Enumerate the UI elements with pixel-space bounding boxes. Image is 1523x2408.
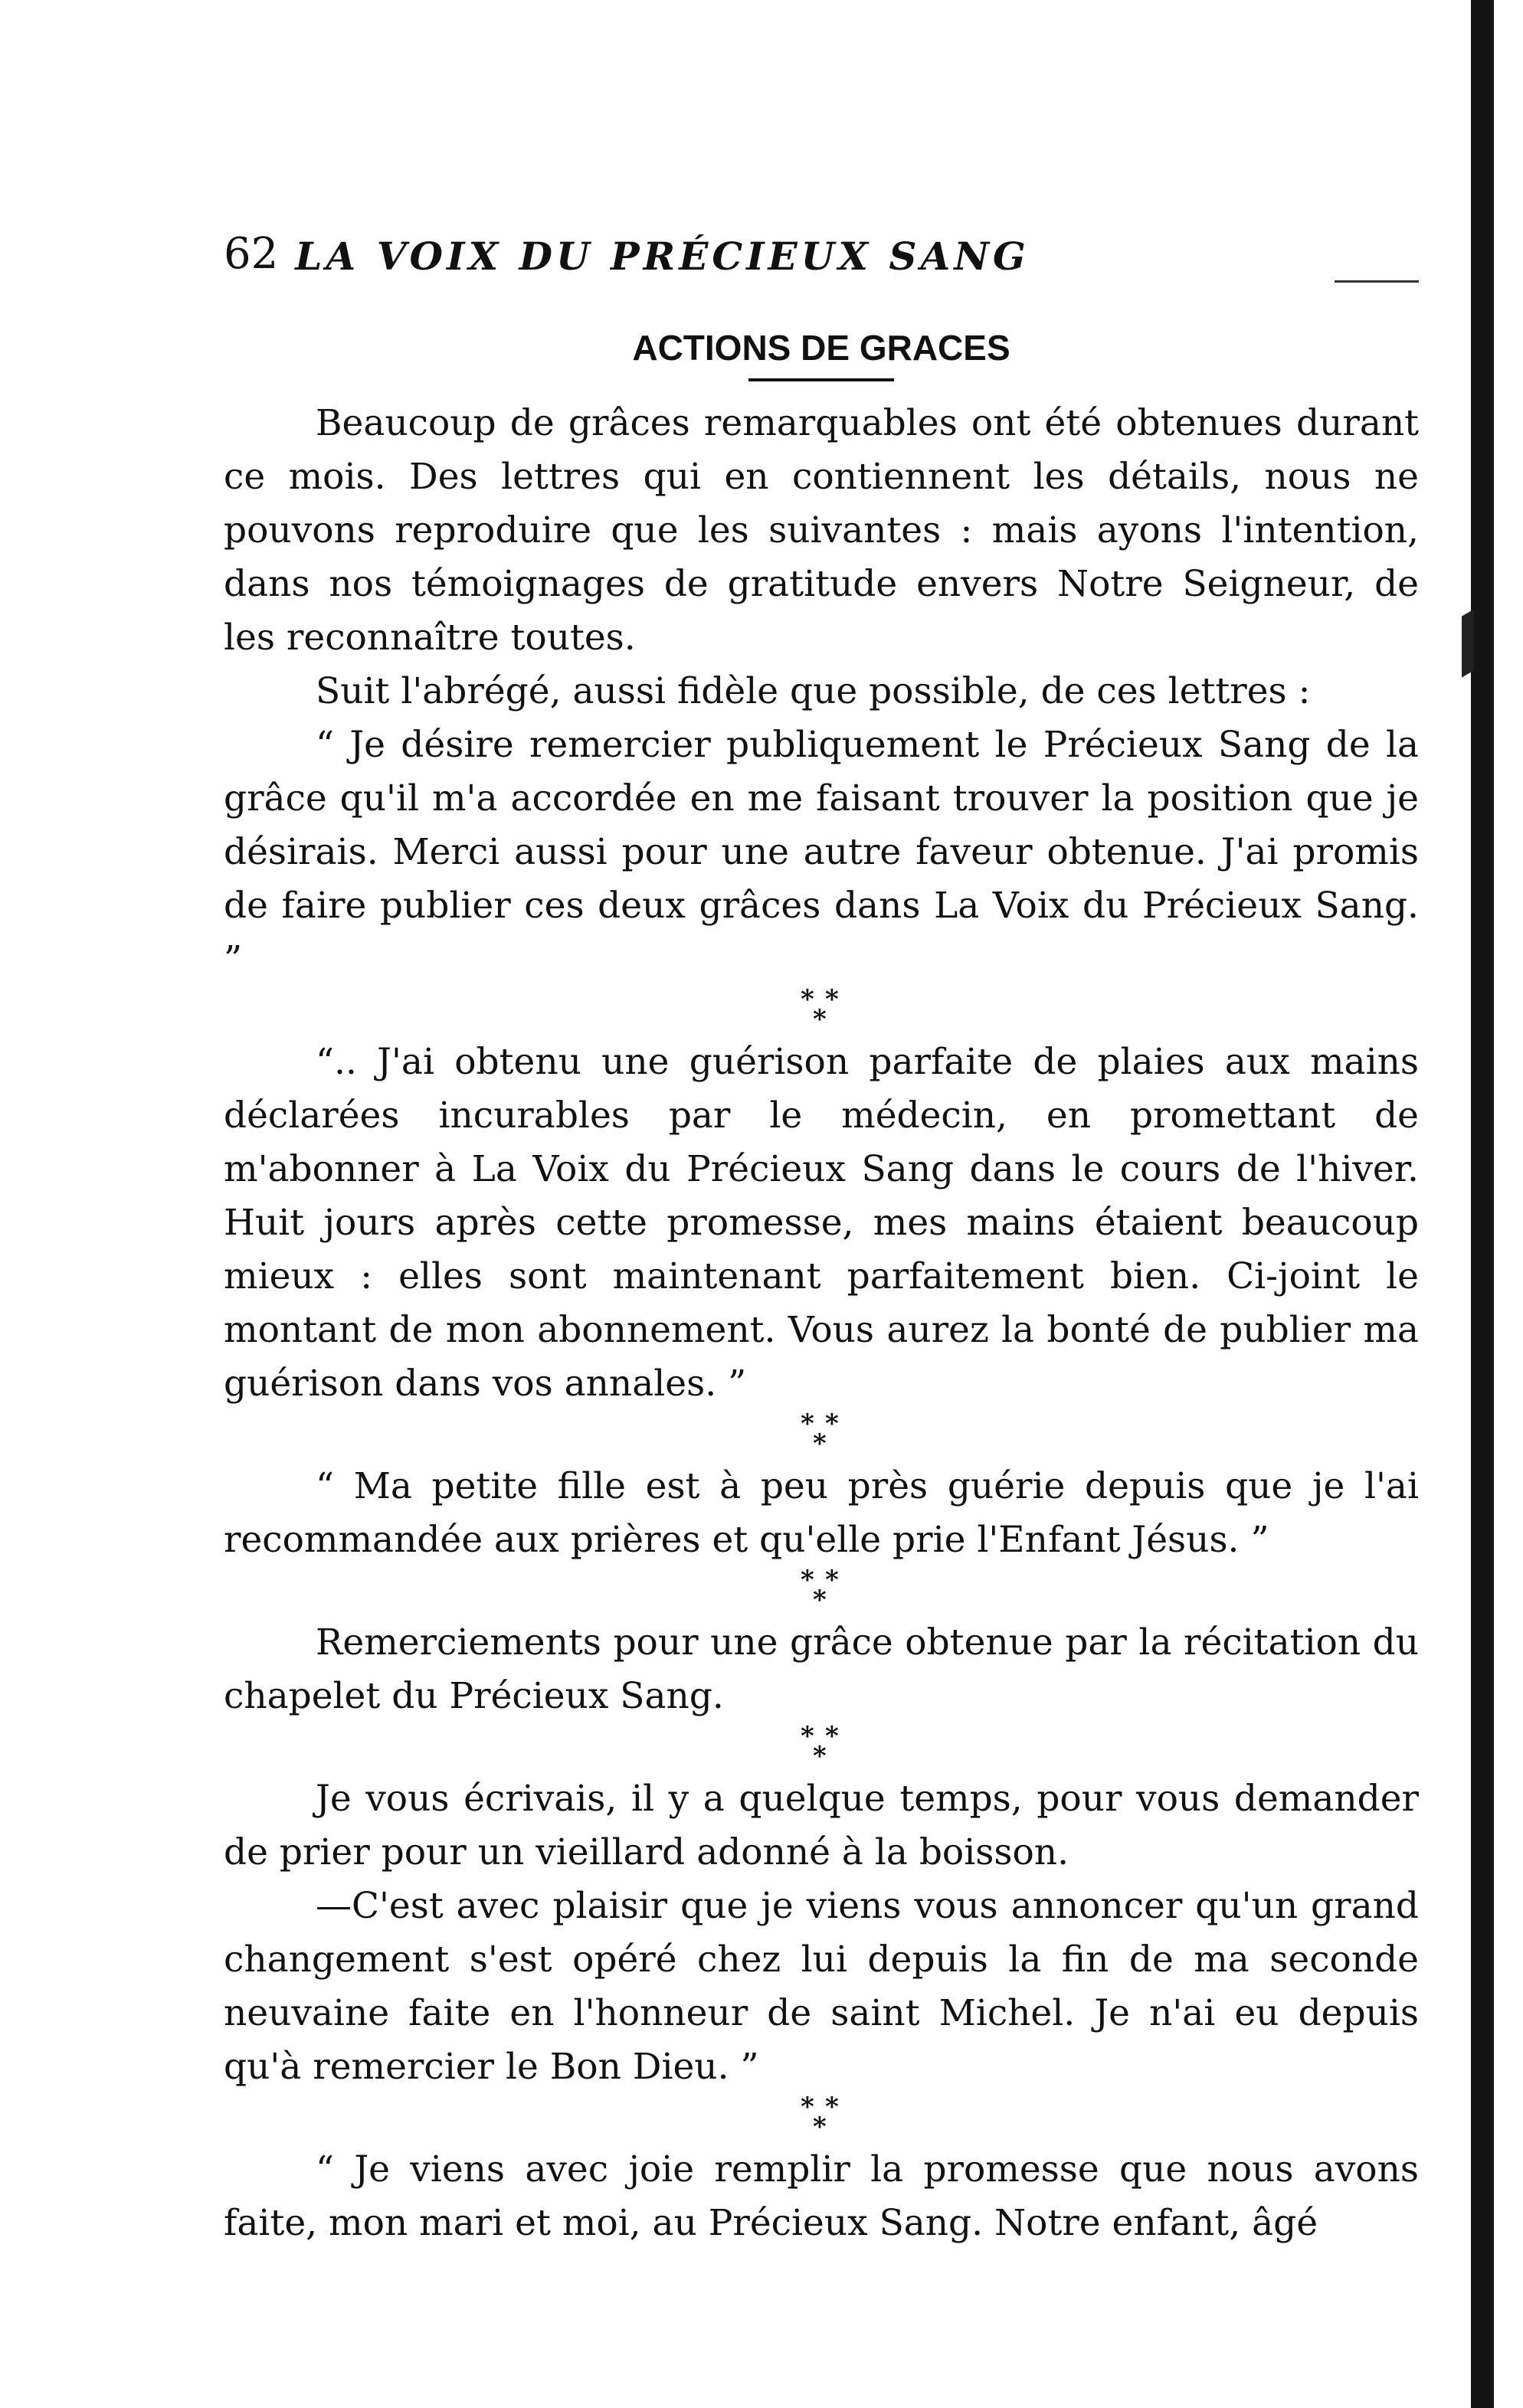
asterism-3: * * * xyxy=(801,1564,839,1615)
paragraph-summary: Suit l'abrégé, aussi fidèle que possible, de ces lettres : xyxy=(316,669,1311,712)
title-rule xyxy=(748,378,894,381)
paragraph-intro: Beaucoup de grâces remarquables ont été obtenues durant ce mois. Des lettres qui en contiennent les détails, nous ne pouvons reproduire que les suivantes : mais ayons l'intention, dans nos témoignages de gratitude envers Notre Seigneur, de les reconnaître toutes. xyxy=(224,401,1419,659)
running-title: LA VOIX DU PRÉCIEUX SANG xyxy=(295,234,1030,276)
letter-3: “ Ma petite fille est à peu près guérie depuis que je l'ai recommandée aux prières et qu'elle prie l'Enfant Jésus. ” xyxy=(224,1464,1419,1561)
header-rule xyxy=(1335,280,1419,283)
book-page xyxy=(224,191,1419,2382)
page-header xyxy=(224,191,1419,276)
scan-edge-bar xyxy=(1471,0,1494,2408)
section-title: ACTIONS DE GRACES xyxy=(632,328,1010,368)
letter-2: “.. J'ai obtenu une guérison parfaite de plaies aux mains déclarées incurables par le médecin, en promettant de m'abonner à La Voix du Précieux Sang dans le cours de l'hiver. Huit jours après cette promesse, mes mains étaient beaucoup mieux : elles sont maintenant parfaitement bien. Ci-joint le montant de mon abonnement. Vous aurez la bonté de publier ma guérison dans vos annales. ” xyxy=(224,1040,1419,1405)
letter-5-part-1: Je vous écrivais, il y a quelque temps, pour vous demander de prier pour un vieillard adonné à la boisson. xyxy=(224,1777,1419,1873)
page-number: 62 xyxy=(224,229,279,276)
letter-4: Remerciements pour une grâce obtenue par la récitation du chapelet du Précieux Sang. xyxy=(224,1621,1419,1717)
asterism-2: * * * xyxy=(801,1408,839,1459)
asterism-1: * * * xyxy=(801,983,839,1035)
letter-5-part-2: —C'est avec plaisir que je viens vous annoncer qu'un grand changement s'est opéré chez lui depuis la fin de ma seconde neuvaine faite en l'honneur de saint Michel. Je n'ai eu depuis qu'à remercier le Bon Dieu. ” xyxy=(224,1884,1419,2088)
asterism-5: * * * xyxy=(801,2091,839,2142)
letter-1: “ Je désire remercier publiquement le Précieux Sang de la grâce qu'il m'a accordée en me faisant trouver la position que je désirais. Merci aussi pour une autre faveur obtenue. J'ai promis de faire publier ces deux grâces dans La Voix du Précieux Sang. ” xyxy=(224,723,1419,980)
letter-6: “ Je viens avec joie remplir la promesse que nous avons faite, mon mari et moi, au Précieux Sang. Notre enfant, âgé xyxy=(224,2148,1419,2244)
asterism-4: * * * xyxy=(801,1720,839,1772)
scan-edge-notch xyxy=(1462,609,1474,677)
